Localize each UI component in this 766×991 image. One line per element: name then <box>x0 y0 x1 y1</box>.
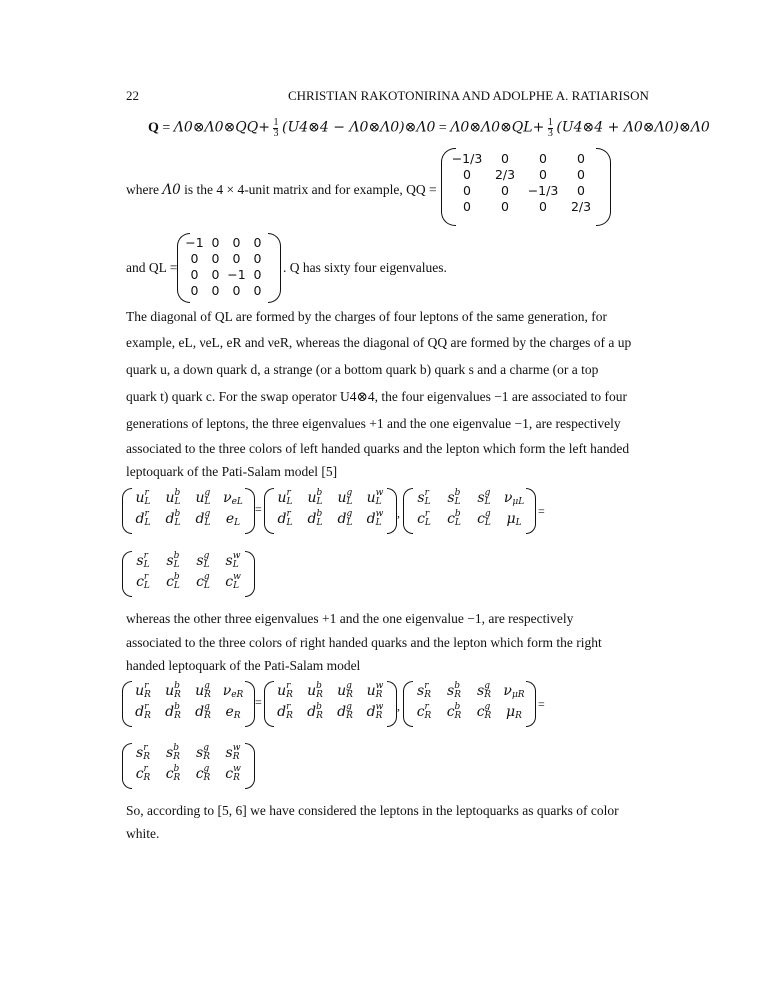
and-line-after: . Q has sixty four eigenvalues. <box>283 260 447 275</box>
matrix-ql-cell: 0 <box>253 283 262 298</box>
matrix-qq-cell: 2/3 <box>494 167 516 182</box>
left-matrix-3-entry: ν μL <box>503 490 525 507</box>
right-matrix-3-entry: s r R <box>417 681 431 700</box>
right-matrix-4-entry: c g R <box>195 764 211 783</box>
equation-q <box>148 118 710 139</box>
left-matrix-2-entry: u g L <box>337 488 353 507</box>
left-matrix-2-entry: u r L <box>277 488 293 507</box>
left-matrix-1-entry: u b L <box>165 488 181 507</box>
matrix-qq-cell: 0 <box>577 183 585 198</box>
left-matrix-4-entry: c g L <box>196 572 210 591</box>
paragraph-1-line: example, eL, νeL, eR and νeR, whereas the diagonal of QQ are formed by the charges of a up <box>126 335 632 350</box>
left-matrix-1-entry: d b L <box>165 509 181 528</box>
matrix-ql-cell: 0 <box>190 267 199 282</box>
left-matrix-2-entry: u w L <box>366 488 384 507</box>
where-line <box>126 182 437 198</box>
matrix-ql-cell: 0 <box>211 251 220 266</box>
paragraph-1-line: associated to the three colors of left handed quarks and the lepton which form the left handed <box>126 441 630 456</box>
right-matrix-1-entry: u g R <box>195 681 211 700</box>
paragraph-3-line: white. <box>126 826 160 841</box>
right-matrix-3-entry: c b R <box>446 702 462 721</box>
left-matrix-2-entry: d w L <box>366 509 384 528</box>
right-matrix-2-entry: d b R <box>307 702 323 721</box>
right-matrix-2-entry: u g R <box>337 681 353 700</box>
right-matrix-3-entry: s b R <box>447 681 461 700</box>
paragraph-3-line: So, according to [5, 6] we have considered the leptons in the leptoquarks as quarks of color <box>126 803 619 818</box>
matrix-ql-cell: 0 <box>232 283 241 298</box>
equation-q-term4: (U4⊗4 + Λ0⊗Λ0)⊗Λ0 <box>556 119 710 136</box>
matrix-ql-cell: 0 <box>253 235 262 250</box>
right-matrix-1-entry: ν eR <box>222 683 244 700</box>
where-text-before: where <box>126 182 163 197</box>
matrix-ql-cell: −1 <box>227 267 246 282</box>
paragraph-1-line: quark t) quark c. For the swap operator U4⊗4, the four eigenvalues −1 are associated to four <box>126 389 628 404</box>
matrix-ql-cell: −1 <box>185 235 204 250</box>
equation-q-term2: (U4⊗4 − Λ0⊗Λ0)⊗Λ0 <box>281 119 436 136</box>
left-matrix-3-entry: c g L <box>477 509 491 528</box>
left-matrix-1-entry: e L <box>225 511 241 528</box>
matrix-qq-cell: 2/3 <box>570 199 592 214</box>
matrix-ql-right-paren <box>268 233 281 303</box>
equation-q-frac1: $\frac{1}{3}$ <box>273 117 279 139</box>
left-matrix-2-entry: u b L <box>307 488 323 507</box>
paragraph-2-line: handed leptoquark of the Pati-Salam model <box>126 658 361 673</box>
right-matrix-4-entry: c b R <box>165 764 181 783</box>
right-matrix-1-entry: u r R <box>135 681 151 700</box>
matrix-ql-cell: 0 <box>232 235 241 250</box>
right-matrix-2-entry: u r R <box>277 681 293 700</box>
left-matrix-1-entry: u g L <box>195 488 211 507</box>
left-matrix-1-entry: d r L <box>135 509 151 528</box>
right-comma: , <box>397 699 400 713</box>
matrix-qq-cell: 0 <box>463 183 471 198</box>
left-comma: , <box>397 506 400 520</box>
left-matrix-4-entry: c b L <box>166 572 180 591</box>
matrix-ql-cell: 0 <box>211 283 220 298</box>
right-matrix-4-entry: s r R <box>136 743 150 762</box>
left-matrix-3-entry: s g L <box>477 488 491 507</box>
matrix-qq-cell: 0 <box>539 199 547 214</box>
left-matrix-4-entry: s g L <box>196 551 210 570</box>
right-matrix-2-entry: d w R <box>366 702 384 721</box>
left-matrix-1-entry: u r L <box>135 488 151 507</box>
paragraph-1-line: leptoquark of the Pati-Salam model [5] <box>126 464 338 479</box>
right-matrix-3-entry: μ R <box>506 704 522 721</box>
left-matrix-2-entry: d r L <box>277 509 293 528</box>
right-matrix-1-entry: d b R <box>165 702 181 721</box>
matrix-qq-cell: −1/3 <box>451 151 483 166</box>
left-matrix-4-entry: s b L <box>166 551 180 570</box>
left-matrix-2-entry: d b L <box>307 509 323 528</box>
matrix-qq-cell: 0 <box>577 167 585 182</box>
right-matrix-4-entry: c w R <box>225 764 241 783</box>
paragraph-2-line: whereas the other three eigenvalues +1 and the one eigenvalue −1, are respectively <box>126 611 574 626</box>
matrix-qq-cell: 0 <box>539 151 547 166</box>
equation-q-eq2: = <box>438 120 447 136</box>
matrix-ql-cell: 0 <box>211 235 220 250</box>
right-matrix-1-entry: e R <box>225 704 241 721</box>
matrix-qq-cell: 0 <box>463 167 471 182</box>
left-matrix-1-entry: ν eL <box>223 490 243 507</box>
left-matrix-4-entry: s w L <box>225 551 241 570</box>
where-text-after: is the 4 × 4-unit matrix and for example, QQ = <box>180 182 437 197</box>
right-matrix-4-entry: s g R <box>196 743 210 762</box>
right-matrix-1-entry: d g R <box>195 702 211 721</box>
equation-q-eq: = <box>162 120 171 136</box>
matrix-qq-cell: 0 <box>463 199 471 214</box>
right-matrix-3-entry: s g R <box>477 681 491 700</box>
right-matrix-2-entry: u b R <box>307 681 323 700</box>
matrix-ql-cell: 0 <box>190 251 199 266</box>
matrix-qq-cell: 0 <box>501 151 509 166</box>
right-matrix-2-entry: u w R <box>366 681 384 700</box>
running-title: CHRISTIAN RAKOTONIRINA AND ADOLPHE A. RATIARISON <box>288 88 649 103</box>
equation-q-term3: Λ0⊗Λ0⊗QL+ <box>450 119 545 136</box>
matrix-ql-cell: 0 <box>211 267 220 282</box>
left-matrix-3-entry: c b L <box>447 509 461 528</box>
left-equals: = <box>538 504 545 518</box>
right-matrix-2-entry: d r R <box>277 702 293 721</box>
matrix-ql-cell: 0 <box>190 283 199 298</box>
right-matrix-4-entry: s w R <box>225 743 241 762</box>
lambda-symbol: Λ0 <box>162 182 181 198</box>
paragraph-1-line: The diagonal of QL are formed by the charges of four leptons of the same generation, for <box>126 309 607 324</box>
right-matrix-3-entry: ν μR <box>503 683 525 700</box>
right-matrix-4-entry: c r R <box>135 764 151 783</box>
right-matrix-3-entry: c g R <box>476 702 492 721</box>
left-matrix-1-entry: d g L <box>195 509 211 528</box>
left-matrix-3-entry: c r L <box>417 509 431 528</box>
matrix-qq-cell: 0 <box>501 199 509 214</box>
matrix-ql-cell: 0 <box>253 267 262 282</box>
left-matrix-4-entry: s r L <box>136 551 150 570</box>
right-matrix-4-entry: s b R <box>166 743 180 762</box>
right-equals: = <box>538 697 545 711</box>
matrix-ql-cell: 0 <box>253 251 262 266</box>
left-matrix-3-entry: s r L <box>417 488 431 507</box>
left-matrix-2-entry: d g L <box>337 509 353 528</box>
equation-q-frac2: $\frac{1}{3}$ <box>547 117 553 139</box>
paragraph-1-line: generations of leptons, the three eigenvalues +1 and the one eigenvalue −1, are respectively <box>126 416 621 431</box>
and-line-before: and QL = <box>126 260 178 275</box>
paragraph-1-line: quark u, a down quark d, a strange (or a bottom quark b) quark s and a charme (or a top <box>126 362 599 377</box>
left-matrix-4-entry: c w L <box>225 572 241 591</box>
right-matrix-3-entry: c r R <box>416 702 432 721</box>
right-matrix-2-entry: d g R <box>337 702 353 721</box>
equation-q-term1: Λ0⊗Λ0⊗QQ+ <box>173 119 270 136</box>
left-matrix-4-entry: c r L <box>136 572 150 591</box>
paragraph-2-line: associated to the three colors of right handed quarks and the lepton which form the right <box>126 635 602 650</box>
matrix-qq-cell: 0 <box>577 151 585 166</box>
left-matrix-3-entry: s b L <box>447 488 461 507</box>
page-number: 22 <box>126 88 139 103</box>
right-matrix-1-entry: u b R <box>165 681 181 700</box>
equation-q-lhs: Q <box>148 120 159 136</box>
right-matrix-1-entry: d r R <box>135 702 151 721</box>
right-equals: = <box>255 695 262 709</box>
matrix-ql-cell: 0 <box>232 251 241 266</box>
left-equals: = <box>255 502 262 516</box>
matrix-qq-cell: −1/3 <box>527 183 559 198</box>
left-matrix-3-entry: μ L <box>506 511 522 528</box>
matrix-qq-cell: 0 <box>501 183 509 198</box>
matrix-qq-cell: 0 <box>539 167 547 182</box>
